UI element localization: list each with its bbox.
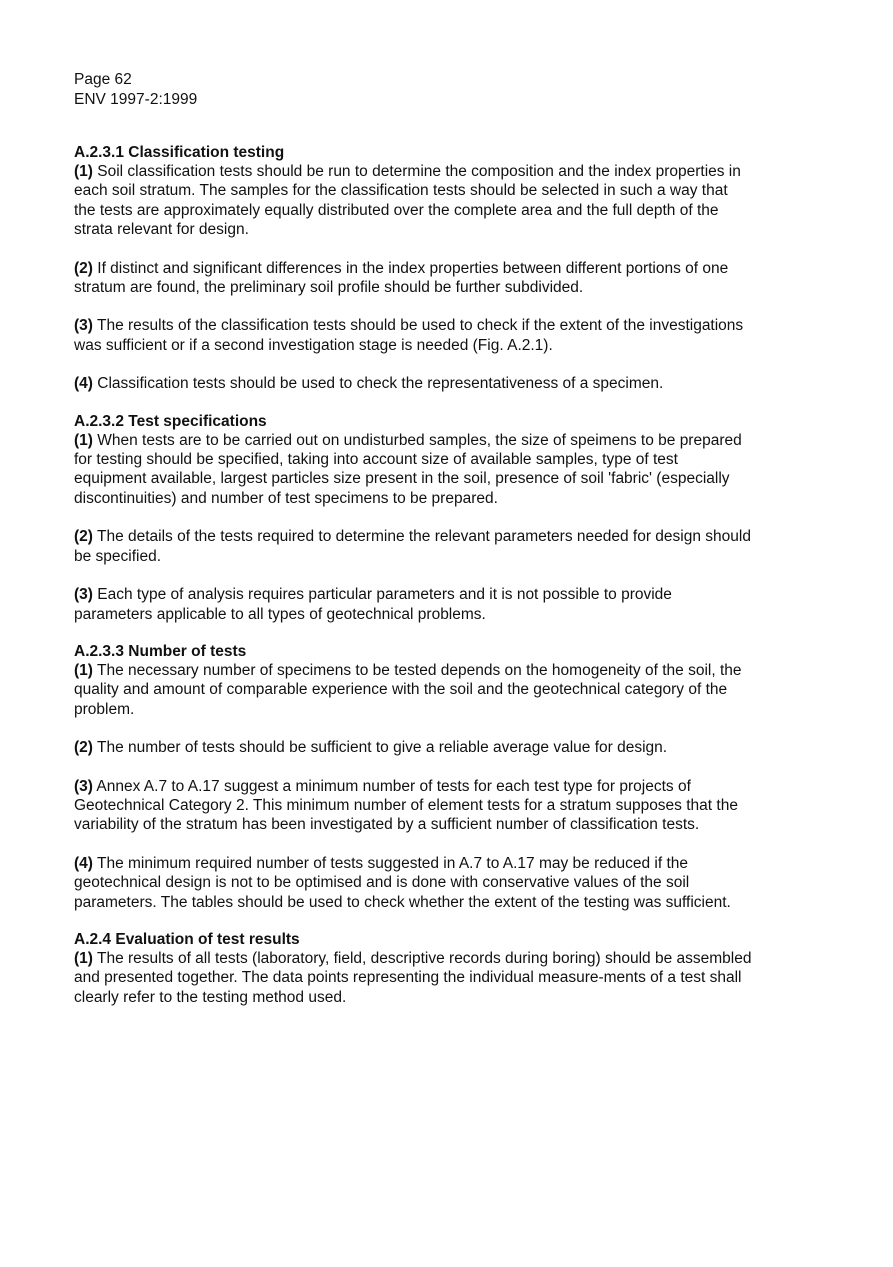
page-header: [74, 70, 753, 110]
paragraph: [74, 661, 753, 719]
section-heading: A.2.3.1 Classification testing: [74, 144, 285, 161]
paragraph-number: (3): [74, 317, 93, 335]
paragraph: [74, 738, 753, 757]
paragraph-text: The minimum required number of tests suggested in A.7 to A.17 may be reduced if the geotechnical design is not to be optimised and is done with conservative values of the soil parameters. The tables should be used to check whether the extent of the testing was sufficient.: [74, 854, 731, 911]
paragraph-number: (2): [74, 528, 93, 546]
paragraph-number: (2): [74, 259, 93, 277]
section-number-of-tests: [74, 643, 753, 912]
sections-container: [74, 144, 753, 1007]
paragraph-number: (4): [74, 375, 93, 393]
document-id: ENV 1997-2:1999: [74, 91, 198, 108]
paragraph-text: Annex A.7 to A.17 suggest a minimum number of tests for each test type for projects of Geotechnical Category 2. This minimum number of element tests for a stratum supposes that the variability of the stratum has been investigated by a sufficient number of classification tests.: [74, 777, 738, 834]
paragraph-text: Soil classification tests should be run to determine the composition and the index properties in each soil stratum. The samples for the classification tests should be selected in such a way that the tests are approximately equally distributed over the complete area and the full depth of the strata relevant for design.: [74, 163, 741, 239]
section-classification-testing: [74, 144, 753, 394]
paragraph-text: The results of the classification tests should be used to check if the extent of the investigations was sufficient or if a second investigation stage is needed (Fig. A.2.1).: [74, 317, 744, 354]
section-heading: A.2.3.3 Number of tests: [74, 642, 247, 660]
paragraph: [74, 162, 753, 240]
paragraph-number: (3): [74, 586, 93, 604]
paragraph: [74, 777, 753, 835]
paragraph-text: When tests are to be carried out on undisturbed samples, the size of speimens to be prepared for testing should be specified, taking into account size of available samples, type of test equipment available, largest particles size present in the soil, presence of soil 'fabric' (especially discontinuities) and number of test specimens to be prepared.: [74, 431, 742, 507]
paragraph-number: (3): [74, 777, 93, 795]
paragraph-number: (4): [74, 854, 93, 872]
section-test-specifications: [74, 413, 753, 624]
paragraph: [74, 585, 753, 624]
paragraph: [74, 316, 753, 355]
section-heading: A.2.4 Evaluation of test results: [74, 930, 300, 948]
section-heading: A.2.3.2 Test specifications: [74, 412, 267, 430]
paragraph-text: Classification tests should be used to check the representativeness of a specimen.: [92, 375, 664, 393]
paragraph: [74, 259, 753, 298]
paragraph-text: The number of tests should be sufficient to give a reliable average value for design.: [92, 739, 668, 757]
paragraph-number: (1): [74, 949, 93, 967]
paragraph-text: Each type of analysis requires particular parameters and it is not possible to provide parameters applicable to all types of geotechnical problems.: [74, 586, 672, 623]
paragraph-number: (1): [74, 661, 93, 679]
paragraph-text: The results of all tests (laboratory, field, descriptive records during boring) should be assembled and presented together. The data points representing the individual measure-ments of a test shall clearly refer to the testing method used.: [74, 949, 752, 1006]
page-number: Page 62: [74, 71, 132, 88]
paragraph-text: The details of the tests required to determine the relevant parameters needed for design should be specified.: [74, 528, 751, 565]
paragraph: [74, 527, 753, 566]
paragraph-text: The necessary number of specimens to be tested depends on the homogeneity of the soil, the quality and amount of comparable experience with the soil and the geotechnical category of the problem.: [74, 661, 742, 718]
paragraph-text: If distinct and significant differences in the index properties between different portions of one stratum are found, the preliminary soil profile should be further subdivided.: [74, 259, 729, 297]
paragraph: [74, 431, 753, 509]
paragraph: [74, 374, 753, 393]
paragraph-number: (1): [74, 431, 93, 449]
paragraph-number: (2): [74, 739, 93, 757]
paragraph: [74, 949, 753, 1007]
paragraph-number: (1): [74, 163, 93, 180]
section-evaluation-of-test-results: [74, 931, 753, 1007]
paragraph: [74, 854, 753, 912]
